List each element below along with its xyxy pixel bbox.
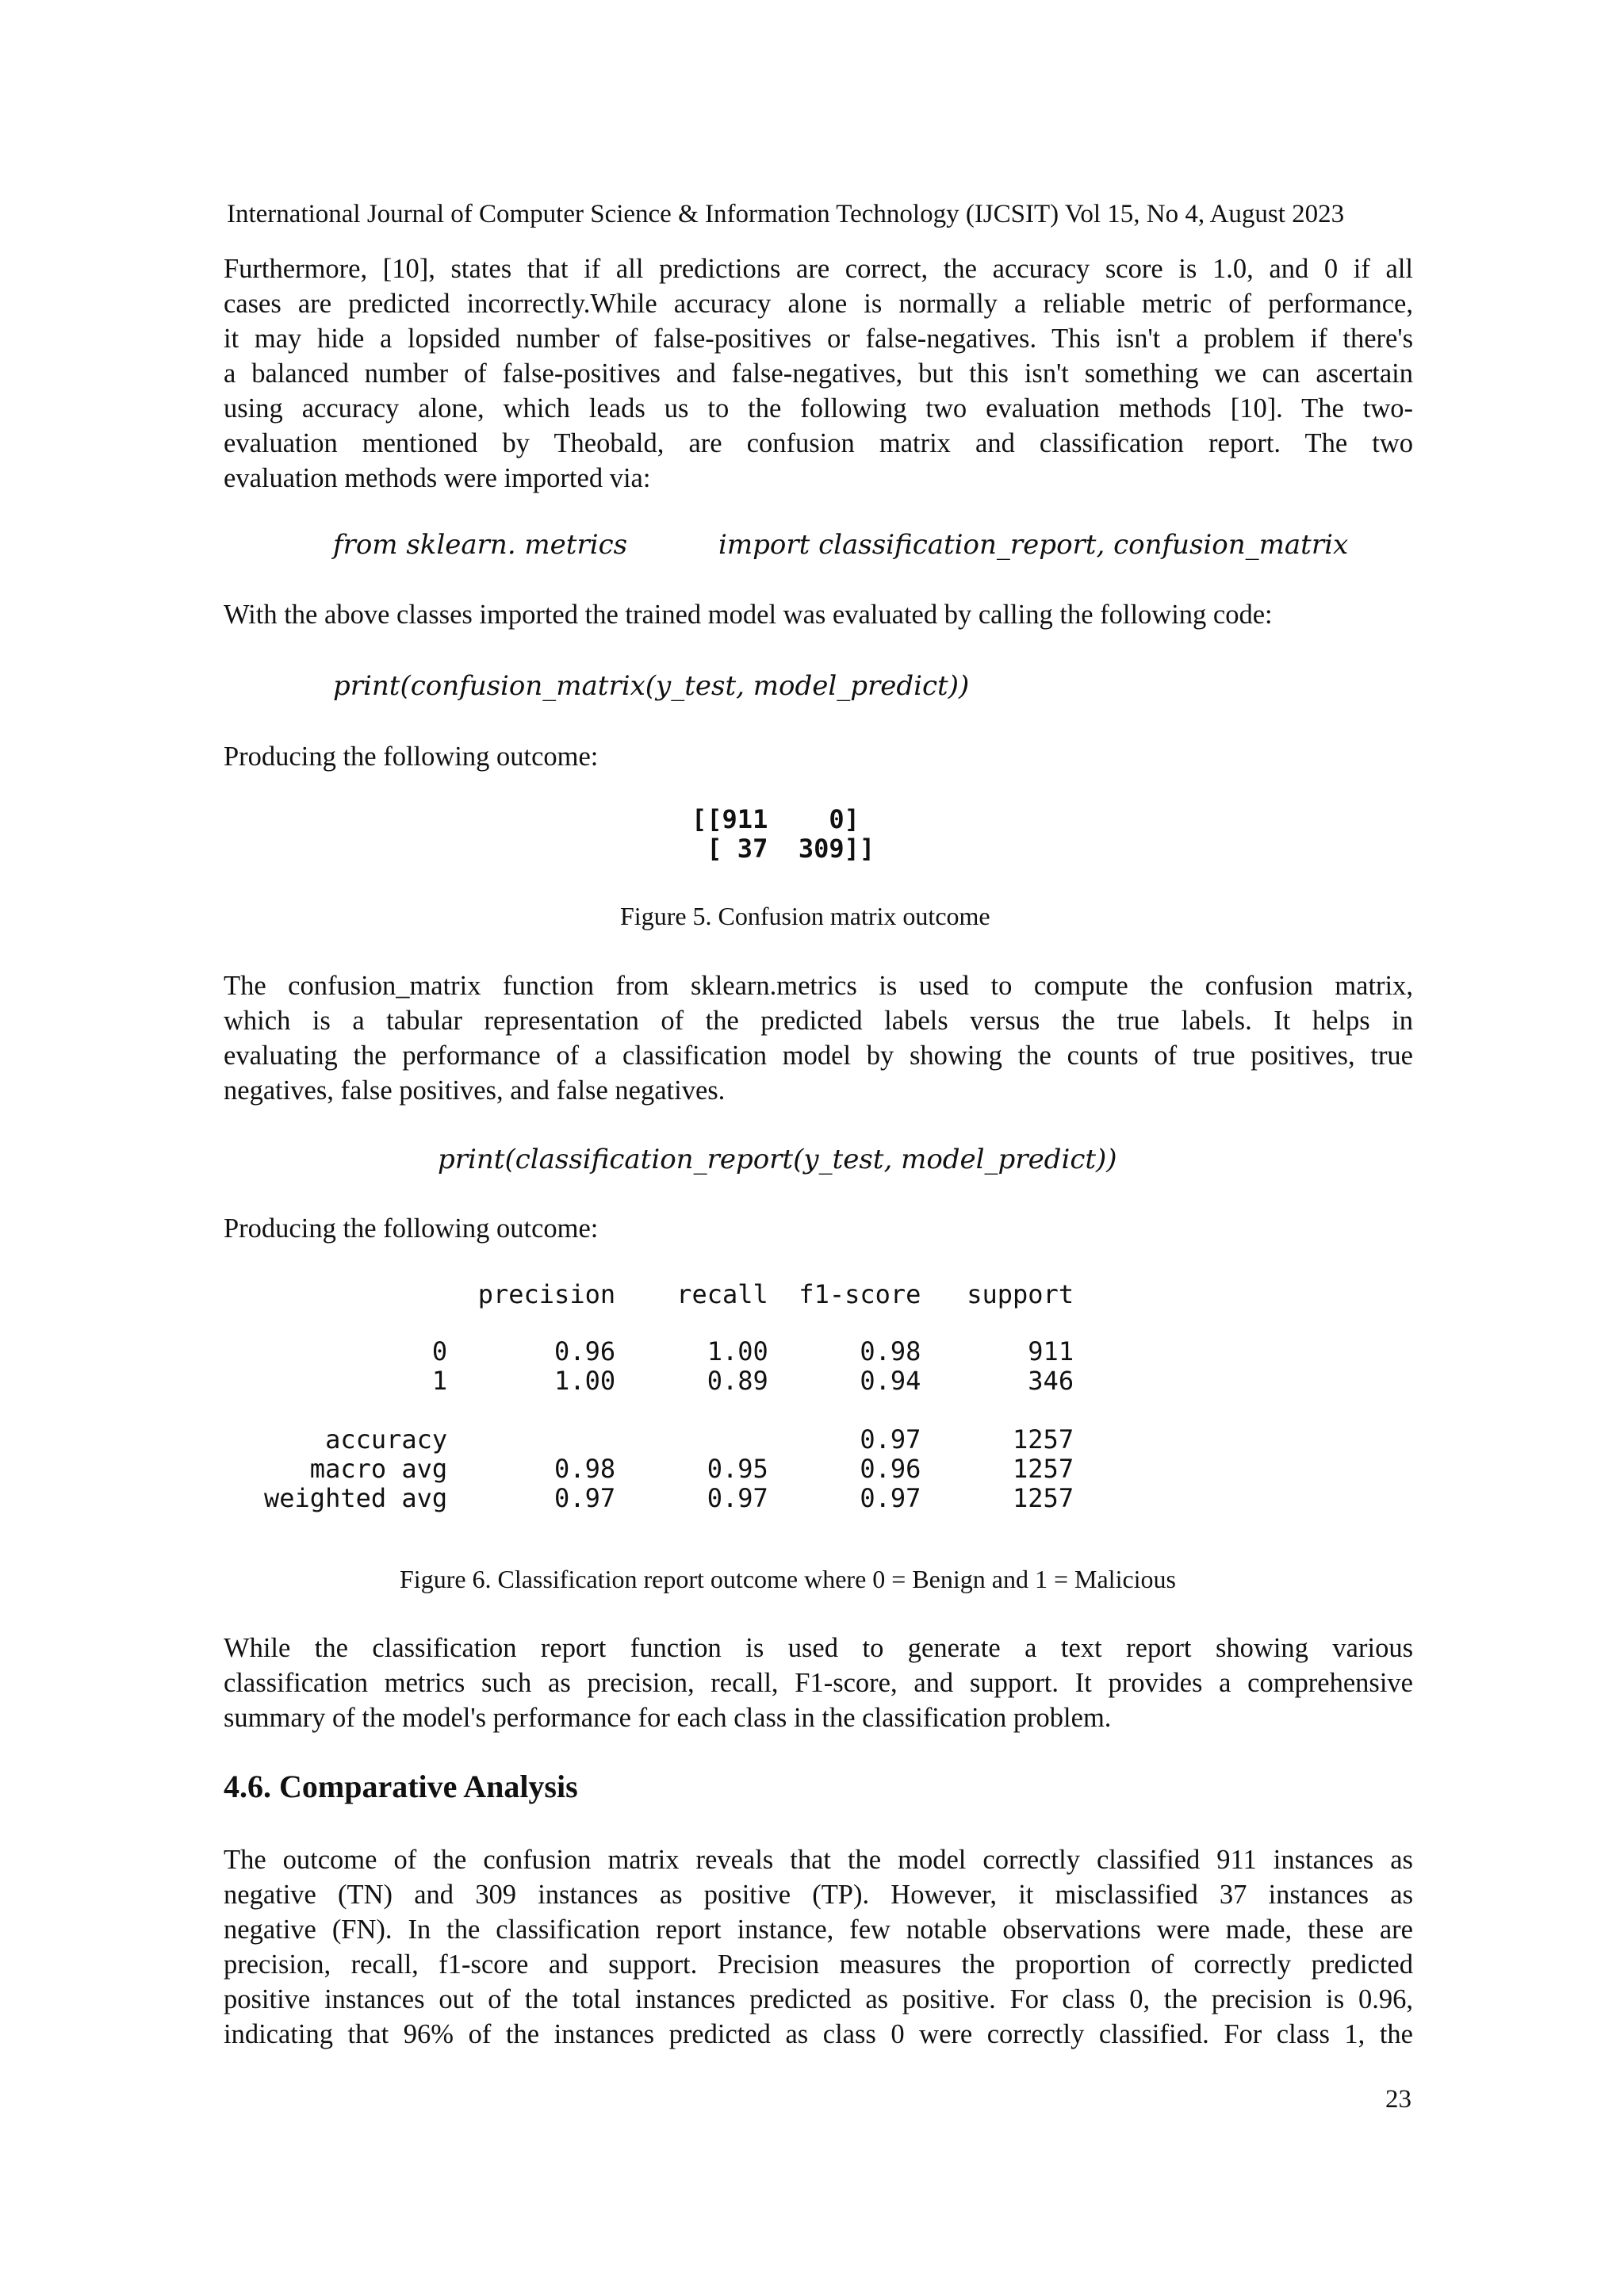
code-confusion-matrix: print(confusion_matrix(y_test, model_predict)) bbox=[333, 670, 970, 702]
classification-report-row-accuracy: accuracy 0.97 1257 bbox=[264, 1424, 1074, 1455]
classification-report-row-weighted-avg: weighted avg 0.97 0.97 0.97 1257 bbox=[264, 1483, 1074, 1513]
text-line: While the classification report function is used to generate a text report showing various bbox=[224, 1633, 1413, 1663]
text-line: classification metrics such as precision, recall, F1-score, and support. It provides a comprehensive bbox=[224, 1668, 1413, 1698]
running-head: International Journal of Computer Science & Information Technology (IJCSIT) Vol 15, No 4, August 2023 bbox=[227, 200, 1345, 228]
paragraph-evaluation-call bbox=[224, 597, 1413, 632]
figure-5-caption: Figure 5. Confusion matrix outcome bbox=[620, 902, 990, 930]
classification-report-row-class-0: 0 0.96 1.00 0.98 911 bbox=[264, 1336, 1074, 1366]
import-statement-import: import classification_report, confusion_matrix bbox=[718, 529, 1349, 561]
text-line: Producing the following outcome: bbox=[224, 1213, 599, 1244]
text-line: With the above classes imported the trained model was evaluated by calling the following code: bbox=[224, 600, 1273, 630]
text-line: The confusion_matrix function from sklearn.metrics is used to compute the confusion matrix, bbox=[224, 971, 1413, 1001]
text-line: negative (FN). In the classification report instance, few notable observations were made, these are bbox=[224, 1915, 1413, 1945]
figure-6-caption: Figure 6. Classification report outcome where 0 = Benign and 1 = Malicious bbox=[400, 1565, 1176, 1593]
text-line: it may hide a lopsided number of false-positives or false-negatives. This isn't a problem if there's bbox=[224, 324, 1413, 354]
paragraph-classification-report bbox=[224, 1631, 1413, 1735]
section-heading: 4.6. Comparative Analysis bbox=[224, 1769, 578, 1804]
text-line: using accuracy alone, which leads us to the following two evaluation methods [10]. The two- bbox=[224, 393, 1413, 424]
text-line: Producing the following outcome: bbox=[224, 742, 599, 772]
classification-report-header: precision recall f1-score support bbox=[264, 1279, 1074, 1309]
text-line: precision, recall, f1-score and support. Precision measures the proportion of correctly predicted bbox=[224, 1949, 1413, 1980]
classification-report-row-class-1: 1 1.00 0.89 0.94 346 bbox=[264, 1366, 1074, 1396]
text-line: Furthermore, [10], states that if all predictions are correct, the accuracy score is 1.0, and 0 if all bbox=[224, 254, 1413, 284]
text-line: summary of the model's performance for each class in the classification problem. bbox=[224, 1703, 1112, 1733]
text-line: evaluation mentioned by Theobald, are confusion matrix and classification report. The two bbox=[224, 428, 1413, 458]
text-line: negative (TN) and 309 instances as positive (TP). However, it misclassified 37 instances as bbox=[224, 1880, 1413, 1910]
text-line: The outcome of the confusion matrix reveals that the model correctly classified 911 instances as bbox=[224, 1845, 1413, 1875]
text-line: evaluating the performance of a classification model by showing the counts of true positives, true bbox=[224, 1041, 1413, 1071]
import-statement-from: from sklearn. metrics bbox=[333, 529, 628, 561]
confusion-matrix-output-line-1: [[911 0] bbox=[691, 804, 860, 834]
paragraph-comparative-analysis bbox=[224, 1842, 1413, 2052]
classification-report-row-macro-avg: macro avg 0.98 0.95 0.96 1257 bbox=[264, 1454, 1074, 1484]
code-classification-report: print(classification_report(y_test, model_predict)) bbox=[438, 1144, 1117, 1175]
text-line: indicating that 96% of the instances predicted as class 0 were correctly classified. For class 1, the bbox=[224, 2019, 1413, 2049]
text-line: evaluation methods were imported via: bbox=[224, 463, 651, 493]
page-number: 23 bbox=[1385, 2085, 1411, 2114]
text-line: a balanced number of false-positives and false-negatives, but this isn't something we can ascertain bbox=[224, 358, 1413, 389]
text-line: positive instances out of the total instances predicted as positive. For class 0, the precision is 0.96, bbox=[224, 1984, 1413, 2014]
paragraph-accuracy bbox=[224, 251, 1413, 496]
paragraph-confusion-matrix bbox=[224, 968, 1413, 1108]
text-line: cases are predicted incorrectly.While accuracy alone is normally a reliable metric of performance, bbox=[224, 289, 1413, 319]
text-line: which is a tabular representation of the predicted labels versus the true labels. It helps in bbox=[224, 1006, 1413, 1036]
producing-outcome-text-1 bbox=[224, 739, 1413, 774]
text-line: negatives, false positives, and false negatives. bbox=[224, 1075, 726, 1106]
confusion-matrix-output-line-2: [ 37 309]] bbox=[691, 834, 875, 864]
producing-outcome-text-2 bbox=[224, 1211, 1413, 1246]
